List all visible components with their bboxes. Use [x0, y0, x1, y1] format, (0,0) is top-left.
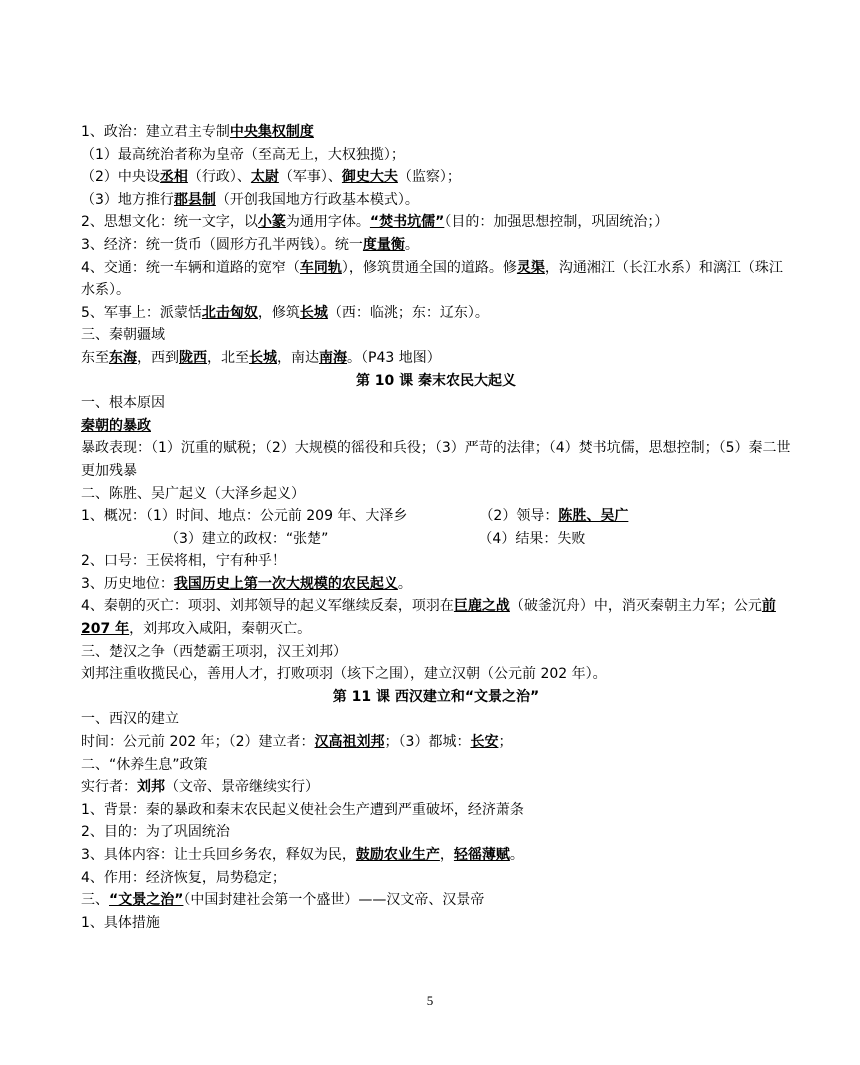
page-number: 5	[426, 993, 434, 1008]
key-term: 长安	[470, 734, 499, 751]
key-term: 度量衡	[362, 236, 405, 253]
tyranny-details-line: 暴政表现：（1）沉重的赋税；（2）大规模的徭役和兵役；（3）严苛的法律；（4）焚书坑儒，思想控制；（5）秦二世更加残暴	[81, 440, 791, 479]
section-heading: 二、“休养生息”政策	[81, 756, 208, 773]
key-term: 刘邦	[137, 779, 165, 796]
document-page	[81, 121, 791, 934]
effect-line: 4、作用：经济恢复，局势稳定；	[81, 869, 286, 886]
founding-line: 时间：公元前 202 年；（2）建立者：汉高祖刘邦；（3）都城：长安；	[81, 734, 513, 751]
key-term: 郡县制	[173, 191, 216, 208]
key-term: 丞相	[159, 169, 188, 186]
fall-line: 4、秦朝的灭亡：项羽、刘邦领导的起义军继续反秦，项羽在巨鹿之战（破釜沉舟）中，消灭秦朝主力军；公元前 207 年，刘邦攻入咸阳，秦朝灭亡。	[81, 598, 776, 638]
key-term: 灵渠	[516, 259, 545, 276]
key-term: 太尉	[250, 169, 279, 186]
key-term: 北击匈奴	[201, 304, 258, 321]
key-term: 陈胜、吴广	[558, 508, 629, 525]
key-term: 御史大夫	[341, 169, 398, 186]
purpose-line: 2、目的：为了巩固统治	[81, 824, 230, 841]
key-term: 鼓励农业生产	[355, 847, 440, 863]
measures-line: 1、具体措施	[81, 914, 160, 931]
section-heading: 三、楚汉之争（西楚霸王项羽，汉王刘邦）	[81, 643, 347, 660]
section-heading: 三、“文景之治”（中国封建社会第一个盛世）——汉文帝、汉景帝	[81, 892, 485, 909]
background-line: 1、背景：秦的暴政和秦末农民起义使社会生产遭到严重破坏，经济萧条	[81, 801, 524, 818]
key-term: “焚书坑儒”	[369, 214, 445, 231]
politics-line: 1、政治：建立君主专制中央集权制度	[81, 124, 314, 140]
slogan-line: 2、口号：王侯将相，宁有种乎！	[81, 553, 286, 570]
key-term: 汉高祖刘邦	[314, 734, 385, 751]
lesson-11-title: 第 11 课 西汉建立和“文景之治”	[332, 688, 540, 705]
territory-line: 东至东海，西到陇西，北至长城，南达南海。（P43 地图）	[81, 349, 441, 366]
section-heading: 一、西汉的建立	[81, 711, 179, 728]
key-term: 轻徭薄赋	[453, 847, 510, 863]
regime-line: （3）建立的政权：“张楚” （4）结果：失败	[165, 530, 586, 547]
key-term: 小篆	[257, 214, 286, 231]
key-term: 南海	[319, 349, 347, 366]
key-term: 长城	[249, 349, 277, 366]
transport-line: 4、交通：统一车辆和道路的宽窄（车同轨），修筑贯通全国的道路。修灵渠，沟通湘江（长江水系）和漓江（珠江水系）。	[81, 259, 783, 299]
lesson-10-title: 第 10 课 秦末农民大起义	[355, 372, 517, 389]
key-term: 陇西	[179, 349, 207, 366]
section-heading: 三、秦朝疆域	[81, 327, 165, 344]
economy-line: 3、经济：统一货币（圆形方孔半两钱）。统一度量衡。	[81, 236, 419, 253]
liu-bang-line: 刘邦注重收揽民心，善用人才，打败项羽（垓下之围），建立汉朝（公元前 202 年）。	[81, 666, 607, 683]
implementer-line: 实行者：刘邦（文帝、景帝继续实行）	[81, 779, 319, 796]
key-term: 秦朝的暴政	[81, 417, 151, 434]
local-system-line: （3）地方推行郡县制（开创我国地方行政基本模式）。	[81, 191, 419, 208]
key-term: 车同轨	[299, 259, 342, 276]
central-officials-line: （2）中央设丞相（行政）、太尉（军事）、御史大夫（监察）；	[81, 169, 461, 186]
key-term: 中央集权制度	[229, 124, 314, 140]
key-term: 前 207 年	[81, 598, 776, 638]
military-line: 5、军事上：派蒙恬北击匈奴，修筑长城（西：临洮；东：辽东）。	[81, 304, 489, 321]
section-heading: 二、陈胜、吴广起义（大泽乡起义）	[81, 485, 305, 502]
section-heading: 一、根本原因	[81, 395, 165, 412]
key-term: 东海	[109, 349, 137, 366]
key-term: 巨鹿之战	[453, 598, 510, 615]
overview-line: 1、概况：（1）时间、地点：公元前 209 年、大泽乡 （2）领导：陈胜、吴广	[81, 508, 629, 525]
content-line: 3、具体内容：让士兵回乡务农，释奴为民，鼓励农业生产，轻徭薄赋。	[81, 847, 524, 863]
emperor-line: （1）最高统治者称为皇帝（至高无上，大权独揽）；	[81, 146, 405, 163]
tyranny-line	[81, 415, 791, 438]
culture-line: 2、思想文化：统一文字，以小篆为通用字体。“焚书坑儒”（目的：加强思想控制，巩固统治；）	[81, 214, 669, 231]
status-line: 3、历史地位：我国历史上第一次大规模的农民起义。	[81, 575, 412, 592]
key-term: 我国历史上第一次大规模的农民起义	[173, 575, 398, 592]
key-term: 长城	[299, 304, 328, 321]
key-term: “文景之治”	[109, 892, 184, 909]
